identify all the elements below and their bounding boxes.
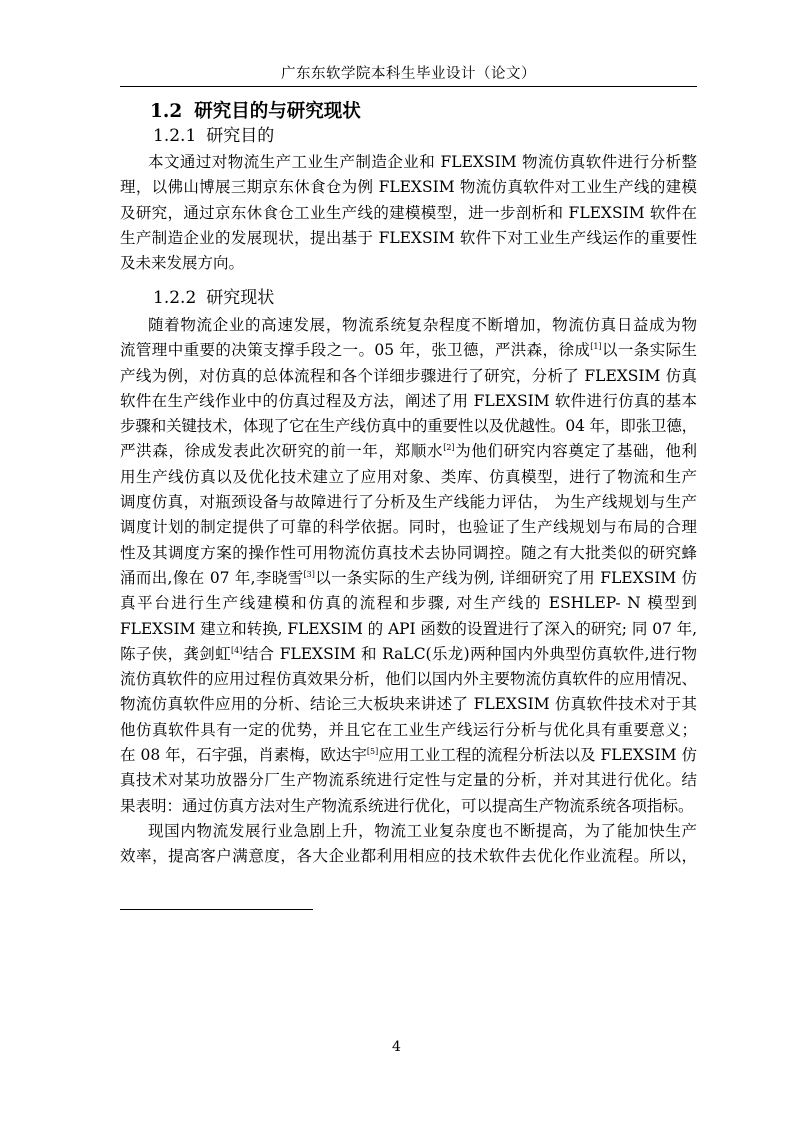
text-line: 本文通过对物流生产工业生产制造企业和 FLEXSIM 物流仿真软件进行分析整 <box>148 153 697 171</box>
text-line: 果表明：通过仿真方法对生产物流系统进行优化，可以提高生产物流系统各项指标。 <box>120 796 694 815</box>
text-line: 真平台进行生产线建模和仿真的流程和步骤, 对生产线的 ESHLEP- N 模型到 <box>120 594 697 613</box>
subsection-number: 1.2.2 <box>153 288 197 308</box>
text-line: 真技术对某功放器分厂生产物流系统进行定性与定量的分析，并对其进行优化。结 <box>120 771 697 790</box>
text-line: 效率，提高客户满意度，各大企业都利用相应的技术软件去优化作业流程。所以， <box>120 847 697 866</box>
text-line: 在 08 年，石宇强，肖素梅，欧达宇[5]应用工业工程的流程分析法以及 FLEXSIM 仿 <box>120 746 697 765</box>
text-line: 他仿真软件具有一定的优势，并且它在工业生产线运行分析与优化具有重要意义； <box>120 720 697 739</box>
header-rule <box>120 86 697 87</box>
text-line: 产线为例，对仿真的总体流程和各个详细步骤进行了研究，分析了 FLEXSIM 仿真 <box>120 366 697 385</box>
section-heading <box>150 100 361 124</box>
text-line: 性及其调度方案的操作性可用物流仿真技术去协同调控。随之有大批类似的研究蜂 <box>120 543 697 562</box>
subsection-title: 研究目的 <box>206 126 275 146</box>
paragraph-research-status <box>120 313 697 870</box>
citation-ref: [3] <box>303 569 315 579</box>
text-line: 软件在生产线作业中的仿真过程及方法，阐述了用 FLEXSIM 软件进行仿真的基本 <box>120 391 697 410</box>
citation-ref: [2] <box>443 443 455 453</box>
footnote-rule <box>120 909 313 910</box>
text-line: 物流仿真软件应用的分析、结论三大板块来讲述了 FLEXSIM 仿真软件技术对于其 <box>120 695 697 714</box>
text-line: 陈子侠，龚剑虹[4]结合 FLEXSIM 和 RaLC(乐龙)两种国内外典型仿真软件,进行物 <box>120 644 697 663</box>
text-line: 用生产线仿真以及优化技术建立了应用对象、类库、仿真模型，进行了物流和生产 <box>120 467 697 486</box>
subsection-heading-2 <box>153 286 274 310</box>
text-line: FLEXSIM 建立和转换, FLEXSIM 的 API 函数的设置进行了深入的研究; 同 07 年, <box>120 619 697 638</box>
text-line: 及未来发展方向。 <box>120 254 245 273</box>
text-line: 生产制造企业的发展现状，提出基于 FLEXSIM 软件下对工业生产线运作的重要性 <box>120 228 697 247</box>
text-line: 流仿真软件的应用过程仿真效果分析，他们以国内外主要物流仿真软件的应用情况、 <box>120 670 697 689</box>
text-line: 现国内物流发展行业急剧上升，物流工业复杂度也不断提高，为了能加快生产 <box>148 821 697 840</box>
paragraph-research-purpose <box>120 150 697 276</box>
citation-ref: [1] <box>590 342 602 352</box>
text-line: 严洪森，徐成发表此次研究的前一年，郑顺水[2]为他们研究内容奠定了基础，他利 <box>120 442 697 461</box>
citation-ref: [4] <box>231 645 243 655</box>
text-line: 调度计划的制定提供了可靠的科学依据。同时，也验证了生产线规划与布局的合理 <box>120 518 697 537</box>
running-header: 广东东软学院本科生毕业设计（论文） <box>281 66 536 82</box>
text-line: 随着物流企业的高速发展，物流系统复杂程度不断增加，物流仿真日益成为物 <box>148 316 697 334</box>
section-title: 研究目的与研究现状 <box>194 101 361 122</box>
text-line: 涌而出,像在 07 年,李晓雪[3]以一条实际的生产线为例, 详细研究了用 FLEXSIM 仿 <box>120 568 698 587</box>
text-line: 理，以佛山博展三期京东休食仓为例 FLEXSIM 物流仿真软件对工业生产线的建模 <box>120 178 697 197</box>
page-number: 4 <box>392 1039 401 1055</box>
subsection-title: 研究现状 <box>206 288 275 308</box>
text-line: 调度仿真，对瓶颈设备与故障进行了分析及生产线能力评估， 为生产线规划与生产 <box>120 493 697 512</box>
text-line: 流管理中重要的决策支撑手段之一。05 年，张卫德，严洪森，徐成[1]以一条实际生 <box>120 341 697 360</box>
subsection-heading-1 <box>153 124 274 148</box>
text-line: 步骤和关键技术，体现了它在生产线仿真中的重要性以及优越性。04 年，即张卫德， <box>120 417 697 436</box>
subsection-number: 1.2.1 <box>153 126 197 146</box>
section-number: 1.2 <box>150 101 183 122</box>
text-line: 及研究，通过京东休食仓工业生产线的建模模型，进一步剖析和 FLEXSIM 软件在 <box>120 203 697 222</box>
citation-ref: [5] <box>366 747 379 757</box>
